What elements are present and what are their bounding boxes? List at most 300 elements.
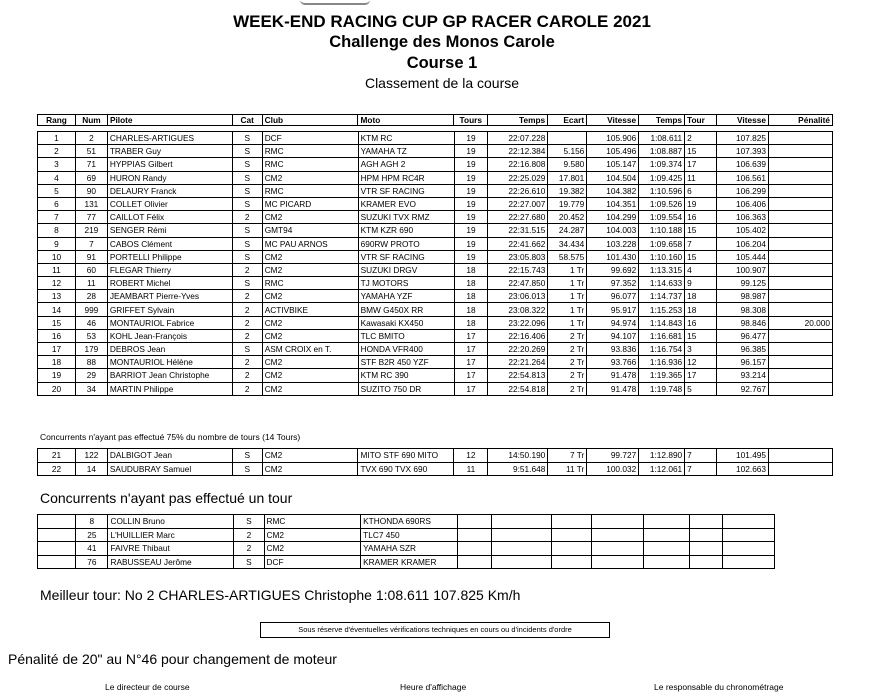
cell-num: 179 <box>75 343 107 356</box>
cell-club: CM2 <box>262 250 358 263</box>
cell-best-speed: 106.204 <box>717 237 769 250</box>
cell-laps: 19 <box>454 158 488 171</box>
cell-penalty <box>769 303 833 316</box>
cell-club: MC PAU ARNOS <box>262 237 358 250</box>
cell-club: RMC <box>264 515 361 529</box>
col-best-time-header: Temps <box>639 115 685 126</box>
cell-laps: 17 <box>454 356 488 369</box>
cell-cat: S <box>232 449 262 463</box>
cell-best-speed: 106.639 <box>717 158 769 171</box>
cell-rank: 16 <box>38 329 76 342</box>
cell-time: 22:20.269 <box>488 343 548 356</box>
cell-rank: 15 <box>38 316 76 329</box>
cell-laps: 19 <box>454 197 488 210</box>
cell-laps: 19 <box>454 132 488 145</box>
cell-best-speed: 98.308 <box>717 303 769 316</box>
cell-speed: 100.032 <box>587 462 639 476</box>
cell-empty <box>690 555 722 569</box>
timekeeper-signature: Le responsable du chronométrage <box>654 682 784 692</box>
cell-speed: 104.003 <box>587 224 639 237</box>
cell-laps: 17 <box>454 382 488 395</box>
cell-pilot: JEAMBART Pierre-Yves <box>107 290 232 303</box>
cell-moto: YAMAHA TZ <box>358 145 454 158</box>
cell-num: 60 <box>75 263 107 276</box>
cell-laps: 19 <box>454 211 488 224</box>
cell-empty <box>722 542 774 556</box>
cell-moto: 690RW PROTO <box>358 237 454 250</box>
cell-penalty <box>769 356 833 369</box>
cell-gap: 1 Tr <box>548 263 587 276</box>
cell-laps: 18 <box>454 290 488 303</box>
cell-laps: 17 <box>454 343 488 356</box>
col-moto-header: Moto <box>358 115 454 126</box>
cell-gap: 1 Tr <box>548 303 587 316</box>
col-pilot-header: Pilote <box>107 115 232 126</box>
col-time-header: Temps <box>488 115 548 126</box>
cell-pilot: CHARLES-ARTIGUES <box>107 132 232 145</box>
cell-pilot: DALBIGOT Jean <box>107 449 232 463</box>
top-decoration <box>300 0 370 5</box>
cell-laps: 18 <box>454 316 488 329</box>
cell-pilot: HYPPIAS Gilbert <box>107 158 232 171</box>
cell-best-speed: 98.987 <box>717 290 769 303</box>
cell-laps: 19 <box>454 224 488 237</box>
result-row <box>38 184 833 197</box>
cell-pilot: MONTAURIOL Fabrice <box>107 316 232 329</box>
cell-empty <box>690 528 722 542</box>
cell-best-speed: 105.444 <box>717 250 769 263</box>
cell-empty <box>722 528 774 542</box>
cell-rank: 7 <box>38 211 76 224</box>
cell-gap: 19.382 <box>548 184 587 197</box>
cell-best-lap: 18 <box>685 290 717 303</box>
no-tour-row <box>38 555 775 569</box>
cell-rank: 4 <box>38 171 76 184</box>
cell-empty <box>492 555 552 569</box>
cell-gap: 58.575 <box>548 250 587 263</box>
cell-best-time: 1:13.315 <box>639 263 685 276</box>
cell-laps: 17 <box>454 329 488 342</box>
result-row <box>38 237 833 250</box>
cell-best-time: 1:14.843 <box>639 316 685 329</box>
cell-cat: S <box>234 515 264 529</box>
cell-empty <box>552 528 591 542</box>
challenge-title: Challenge des Monos Carole <box>329 33 555 51</box>
cell-gap: 17.801 <box>548 171 587 184</box>
cell-best-lap: 12 <box>685 356 717 369</box>
best-lap: Meilleur tour: No 2 CHARLES-ARTIGUES Christophe 1:08.611 107.825 Km/h <box>40 587 521 603</box>
cell-best-time: 1:16.681 <box>639 329 685 342</box>
cell-cat: S <box>232 158 262 171</box>
cell-rank <box>38 555 76 569</box>
cell-speed: 105.496 <box>587 145 639 158</box>
cell-club: RMC <box>262 277 358 290</box>
cell-time: 22:47.850 <box>488 277 548 290</box>
result-row <box>38 316 833 329</box>
cell-moto: SUZUKI TVX RMZ <box>358 211 454 224</box>
cell-pilot: COLLET Olivier <box>107 197 232 210</box>
cell-pilot: ROBERT Michel <box>107 277 232 290</box>
no-tour-row <box>38 515 775 529</box>
cell-empty <box>552 555 591 569</box>
cell-best-lap: 15 <box>685 145 717 158</box>
cell-moto: KRAMER EVO <box>358 197 454 210</box>
cell-best-lap: 7 <box>685 462 717 476</box>
cell-cat: 2 <box>232 356 262 369</box>
cell-rank: 13 <box>38 290 76 303</box>
cell-laps: 18 <box>454 303 488 316</box>
cell-penalty <box>769 224 833 237</box>
cell-best-time: 1:14.737 <box>639 290 685 303</box>
cell-penalty <box>769 184 833 197</box>
cell-cat: 2 <box>234 542 264 556</box>
cell-pilot: MONTAURIOL Hélène <box>107 356 232 369</box>
cell-club: CM2 <box>262 263 358 276</box>
cell-best-time: 1:09.374 <box>639 158 685 171</box>
cell-penalty <box>769 263 833 276</box>
cell-best-time: 1:15.253 <box>639 303 685 316</box>
cell-club: CM2 <box>262 462 358 476</box>
cell-best-lap: 6 <box>685 184 717 197</box>
col-best-lap-header: Tour <box>685 115 717 126</box>
cell-rank: 14 <box>38 303 76 316</box>
cell-pilot: RABUSSEAU Jerôme <box>108 555 234 569</box>
cell-rank <box>38 528 76 542</box>
cell-pilot: COLLIN Bruno <box>108 515 234 529</box>
col-penalty-header: Pénalité <box>768 115 832 126</box>
cell-best-speed: 106.363 <box>717 211 769 224</box>
cell-cat: 2 <box>232 382 262 395</box>
cell-empty <box>552 515 591 529</box>
cell-time: 22:12.384 <box>488 145 548 158</box>
cell-penalty <box>769 329 833 342</box>
cell-club: ASM CROIX en T. <box>262 343 358 356</box>
penalty-note: Pénalité de 20" au N°46 pour changement de moteur <box>8 651 337 667</box>
cell-best-speed: 106.406 <box>717 197 769 210</box>
cell-cat: S <box>234 555 264 569</box>
cell-time: 22:16.406 <box>488 329 548 342</box>
cell-gap: 11 Tr <box>548 462 587 476</box>
cell-best-lap: 4 <box>685 263 717 276</box>
cell-num: 88 <box>75 356 107 369</box>
cell-cat: 2 <box>232 303 262 316</box>
results-table <box>37 131 833 396</box>
cell-num: 69 <box>75 171 107 184</box>
cell-best-speed: 107.825 <box>717 132 769 145</box>
cell-num: 122 <box>75 449 107 463</box>
cell-penalty <box>769 449 833 463</box>
cell-rank <box>38 515 76 529</box>
cell-empty <box>644 542 690 556</box>
cell-pilot: GRIFFET Sylvain <box>107 303 232 316</box>
cell-speed: 95.917 <box>587 303 639 316</box>
cell-rank: 6 <box>38 197 76 210</box>
result-row <box>38 224 833 237</box>
cell-best-time: 1:09.425 <box>639 171 685 184</box>
results-header <box>37 114 833 126</box>
cell-best-lap: 16 <box>685 211 717 224</box>
cell-speed: 104.504 <box>587 171 639 184</box>
cell-rank: 19 <box>38 369 76 382</box>
cell-gap: 34.434 <box>548 237 587 250</box>
cell-best-time: 1:10.188 <box>639 224 685 237</box>
cell-rank: 9 <box>38 237 76 250</box>
cell-moto: SUZUKI DRGV <box>358 263 454 276</box>
note-75-percent: Concurrents n'ayant pas effectué 75% du nombre de tours (14 Tours) <box>40 432 301 442</box>
cell-club: CM2 <box>262 290 358 303</box>
no-tour-row <box>38 528 775 542</box>
cell-best-lap: 5 <box>685 382 717 395</box>
cell-num: 41 <box>76 542 108 556</box>
director-signature: Le directeur de course <box>105 682 190 692</box>
col-cat-header: Cat <box>232 115 262 126</box>
cell-moto: HONDA VFR400 <box>358 343 454 356</box>
cell-pilot: FLEGAR Thierry <box>107 263 232 276</box>
cell-cat: S <box>232 197 262 210</box>
cell-speed: 105.906 <box>587 132 639 145</box>
reserve-notice: Sous réserve d'éventuelles vérifications techniques en cours ou d'incidents d'ordre <box>260 622 610 638</box>
cell-pilot: TRABER Guy <box>107 145 232 158</box>
cell-cat: S <box>232 462 262 476</box>
cell-penalty <box>769 369 833 382</box>
result-row <box>38 303 833 316</box>
col-best-speed-header: Vitesse <box>717 115 769 126</box>
cell-penalty <box>769 132 833 145</box>
cell-best-speed: 106.561 <box>717 171 769 184</box>
cell-num: 11 <box>75 277 107 290</box>
cell-rank: 10 <box>38 250 76 263</box>
cell-rank: 22 <box>38 462 76 476</box>
cell-club: GMT94 <box>262 224 358 237</box>
cell-gap: 2 Tr <box>548 369 587 382</box>
result-row <box>38 158 833 171</box>
cell-rank: 20 <box>38 382 76 395</box>
cell-gap: 2 Tr <box>548 329 587 342</box>
result-row <box>38 290 833 303</box>
cell-time: 22:27.680 <box>488 211 548 224</box>
cell-penalty <box>769 343 833 356</box>
cell-empty <box>492 515 552 529</box>
cell-num: 28 <box>75 290 107 303</box>
cell-empty <box>457 542 491 556</box>
cell-best-time: 1:19.365 <box>639 369 685 382</box>
cell-best-time: 1:14.633 <box>639 277 685 290</box>
col-speed-header: Vitesse <box>587 115 639 126</box>
no-tour-table <box>37 514 775 569</box>
cell-best-lap: 15 <box>685 329 717 342</box>
cell-num: 25 <box>76 528 108 542</box>
cell-moto: KRAMER KRAMER <box>361 555 458 569</box>
cell-empty <box>492 528 552 542</box>
cell-gap: 20.452 <box>548 211 587 224</box>
cell-num: 8 <box>76 515 108 529</box>
cell-best-lap: 17 <box>685 369 717 382</box>
cell-club: MC PICARD <box>262 197 358 210</box>
cell-num: 77 <box>75 211 107 224</box>
cell-empty <box>722 555 774 569</box>
cell-pilot: CABOS Clément <box>107 237 232 250</box>
cell-best-time: 1:10.596 <box>639 184 685 197</box>
cell-best-speed: 96.385 <box>717 343 769 356</box>
cell-best-speed: 93.214 <box>717 369 769 382</box>
cell-speed: 91.478 <box>587 369 639 382</box>
cell-best-lap: 16 <box>685 316 717 329</box>
cell-time: 22:31.515 <box>488 224 548 237</box>
cell-num: 53 <box>75 329 107 342</box>
cell-empty <box>690 542 722 556</box>
cell-time: 14:50.190 <box>488 449 548 463</box>
cell-gap: 1 Tr <box>548 277 587 290</box>
cell-empty <box>457 528 491 542</box>
no-tour-row <box>38 542 775 556</box>
cell-gap: 24.287 <box>548 224 587 237</box>
cell-num: 51 <box>75 145 107 158</box>
cell-time: 22:25.029 <box>488 171 548 184</box>
cell-empty <box>457 515 491 529</box>
cell-club: CM2 <box>262 171 358 184</box>
cell-penalty <box>769 277 833 290</box>
cell-num: 34 <box>75 382 107 395</box>
cell-moto: KTM RC <box>358 132 454 145</box>
cell-num: 219 <box>75 224 107 237</box>
cell-num: 90 <box>75 184 107 197</box>
cell-club: CM2 <box>264 528 361 542</box>
cell-cat: 2 <box>232 290 262 303</box>
cell-pilot: FAIVRE Thibaut <box>108 542 234 556</box>
cell-best-lap: 15 <box>685 224 717 237</box>
result-row <box>38 211 833 224</box>
cell-laps: 19 <box>454 237 488 250</box>
cell-moto: KTM KZR 690 <box>358 224 454 237</box>
cell-rank: 8 <box>38 224 76 237</box>
cell-best-speed: 99.125 <box>717 277 769 290</box>
cell-best-time: 1:10.160 <box>639 250 685 263</box>
result-row <box>38 250 833 263</box>
cell-speed: 104.382 <box>587 184 639 197</box>
cell-speed: 91.478 <box>587 382 639 395</box>
header-row <box>38 115 833 126</box>
cell-cat: 2 <box>232 316 262 329</box>
cell-best-time: 1:16.936 <box>639 356 685 369</box>
cell-num: 14 <box>75 462 107 476</box>
cell-laps: 11 <box>454 462 488 476</box>
cell-club: CM2 <box>262 382 358 395</box>
cell-time: 23:22.096 <box>488 316 548 329</box>
cell-time: 22:15.743 <box>488 263 548 276</box>
col-num-header: Num <box>75 115 107 126</box>
cell-cat: S <box>232 224 262 237</box>
no-tour-title: Concurrents n'ayant pas effectué un tour <box>40 490 293 506</box>
course-title: Course 1 <box>406 54 478 72</box>
cell-time: 22:21.264 <box>488 356 548 369</box>
cell-cat: S <box>232 132 262 145</box>
cell-best-time: 1:19.748 <box>639 382 685 395</box>
cell-pilot: BARRIOT Jean Christophe <box>107 369 232 382</box>
cell-cat: S <box>232 171 262 184</box>
cell-num: 76 <box>76 555 108 569</box>
cell-best-time: 1:08.611 <box>639 132 685 145</box>
cell-club: ACTIVBIKE <box>262 303 358 316</box>
cell-pilot: CAILLOT Félix <box>107 211 232 224</box>
cell-cat: S <box>232 237 262 250</box>
cell-gap: 7 Tr <box>548 449 587 463</box>
cell-best-time: 1:12.890 <box>639 449 685 463</box>
cell-rank: 17 <box>38 343 76 356</box>
cell-num: 91 <box>75 250 107 263</box>
cell-best-lap: 7 <box>685 449 717 463</box>
cell-club: DCF <box>264 555 361 569</box>
cell-best-speed: 102.663 <box>717 462 769 476</box>
cell-moto: TJ MOTORS <box>358 277 454 290</box>
cell-cat: 2 <box>232 211 262 224</box>
cell-rank: 12 <box>38 277 76 290</box>
cell-empty <box>492 542 552 556</box>
cell-best-time: 1:09.526 <box>639 197 685 210</box>
cell-gap: 2 Tr <box>548 382 587 395</box>
extra-results-table <box>37 448 833 476</box>
cell-speed: 103.228 <box>587 237 639 250</box>
cell-moto: BMW G450X RR <box>358 303 454 316</box>
cell-penalty <box>769 237 833 250</box>
cell-gap: 2 Tr <box>548 343 587 356</box>
cell-best-lap: 11 <box>685 171 717 184</box>
cell-pilot: MARTIN Philippe <box>107 382 232 395</box>
cell-penalty <box>769 382 833 395</box>
cell-speed: 94.107 <box>587 329 639 342</box>
cell-cat: 2 <box>232 263 262 276</box>
cell-moto: SUZITO 750 DR <box>358 382 454 395</box>
cell-empty <box>591 555 643 569</box>
cell-rank: 11 <box>38 263 76 276</box>
cell-cat: S <box>232 277 262 290</box>
cell-speed: 93.836 <box>587 343 639 356</box>
cell-speed: 93.766 <box>587 356 639 369</box>
cell-num: 7 <box>75 237 107 250</box>
cell-speed: 96.077 <box>587 290 639 303</box>
cell-best-speed: 98.846 <box>717 316 769 329</box>
cell-laps: 19 <box>454 171 488 184</box>
cell-best-speed: 96.477 <box>717 329 769 342</box>
cell-best-lap: 15 <box>685 250 717 263</box>
cell-best-speed: 100.907 <box>717 263 769 276</box>
cell-penalty <box>769 197 833 210</box>
cell-laps: 18 <box>454 277 488 290</box>
cell-empty <box>644 515 690 529</box>
result-row <box>38 329 833 342</box>
cell-best-speed: 106.299 <box>717 184 769 197</box>
result-row <box>38 369 833 382</box>
cell-empty <box>552 542 591 556</box>
cell-cat: S <box>232 343 262 356</box>
cell-club: CM2 <box>262 316 358 329</box>
document-header <box>0 12 884 92</box>
cell-cat: S <box>232 184 262 197</box>
cell-time: 9:51.648 <box>488 462 548 476</box>
cell-penalty <box>769 250 833 263</box>
cell-rank: 2 <box>38 145 76 158</box>
cell-club: CM2 <box>262 356 358 369</box>
cell-empty <box>644 528 690 542</box>
cell-pilot: PORTELLI Philippe <box>107 250 232 263</box>
cell-best-speed: 107.393 <box>717 145 769 158</box>
cell-penalty <box>769 211 833 224</box>
cell-moto: TLC7 450 <box>361 528 458 542</box>
cell-club: RMC <box>262 158 358 171</box>
cell-cat: S <box>232 250 262 263</box>
cell-club: RMC <box>262 184 358 197</box>
cell-penalty <box>769 462 833 476</box>
cell-penalty <box>769 290 833 303</box>
